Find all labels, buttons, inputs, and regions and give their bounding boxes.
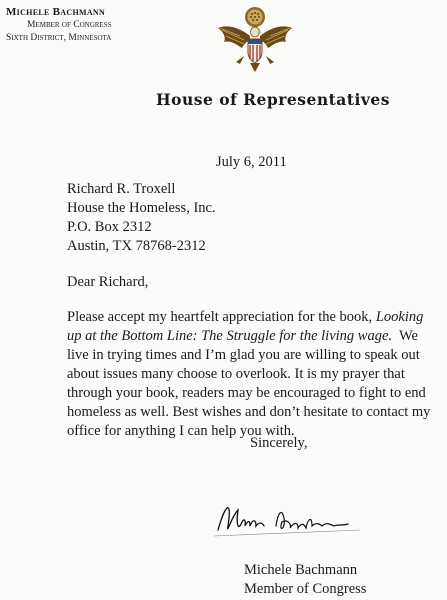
book-title-part: up at the Bottom Line: The Struggle for the living wage. — [67, 328, 393, 344]
closing: Sincerely, — [250, 435, 308, 451]
signer-name: Michele Bachmann — [244, 562, 358, 578]
house-title: House of Representatives — [156, 90, 390, 109]
recipient-city: Austin, TX 78768-2312 — [67, 238, 206, 254]
body-text-segment: Please accept my heartfelt appreciation for the book, — [67, 309, 373, 325]
body-line — [67, 308, 439, 327]
body-line: through your book, readers may be encouraged to fight to end — [67, 385, 426, 401]
book-title-part: Looking — [375, 309, 424, 325]
letterhead-district: Sixth District, Minnesota — [6, 33, 112, 43]
recipient-box: P.O. Box 2312 — [67, 219, 152, 235]
body-line: live in trying times and I’m glad you are willing to speak out — [67, 347, 420, 363]
body-text-segment: We — [399, 328, 418, 344]
signature-icon — [212, 496, 362, 546]
body-line: about issues many choose to overlook. It is my prayer that — [67, 366, 405, 382]
letterhead-block — [6, 6, 112, 45]
body-line — [67, 327, 439, 346]
body-line: office for anything I can help you with. — [67, 423, 295, 439]
recipient-address — [67, 180, 216, 256]
salutation: Dear Richard, — [67, 274, 149, 290]
recipient-name: Richard R. Troxell — [67, 181, 176, 197]
letterhead-name: Michele Bachmann — [6, 6, 106, 18]
recipient-org: House the Homeless, Inc. — [67, 200, 216, 216]
signer-title: Member of Congress — [244, 581, 367, 597]
letter-date: July 6, 2011 — [216, 154, 287, 170]
letterhead-title: Member of Congress — [27, 20, 112, 30]
body-line: homeless as well. Best wishes and don’t hesitate to contact my — [67, 404, 431, 420]
letter-body — [67, 308, 439, 441]
eagle-seal-icon — [214, 6, 296, 74]
signer-block — [244, 561, 366, 599]
